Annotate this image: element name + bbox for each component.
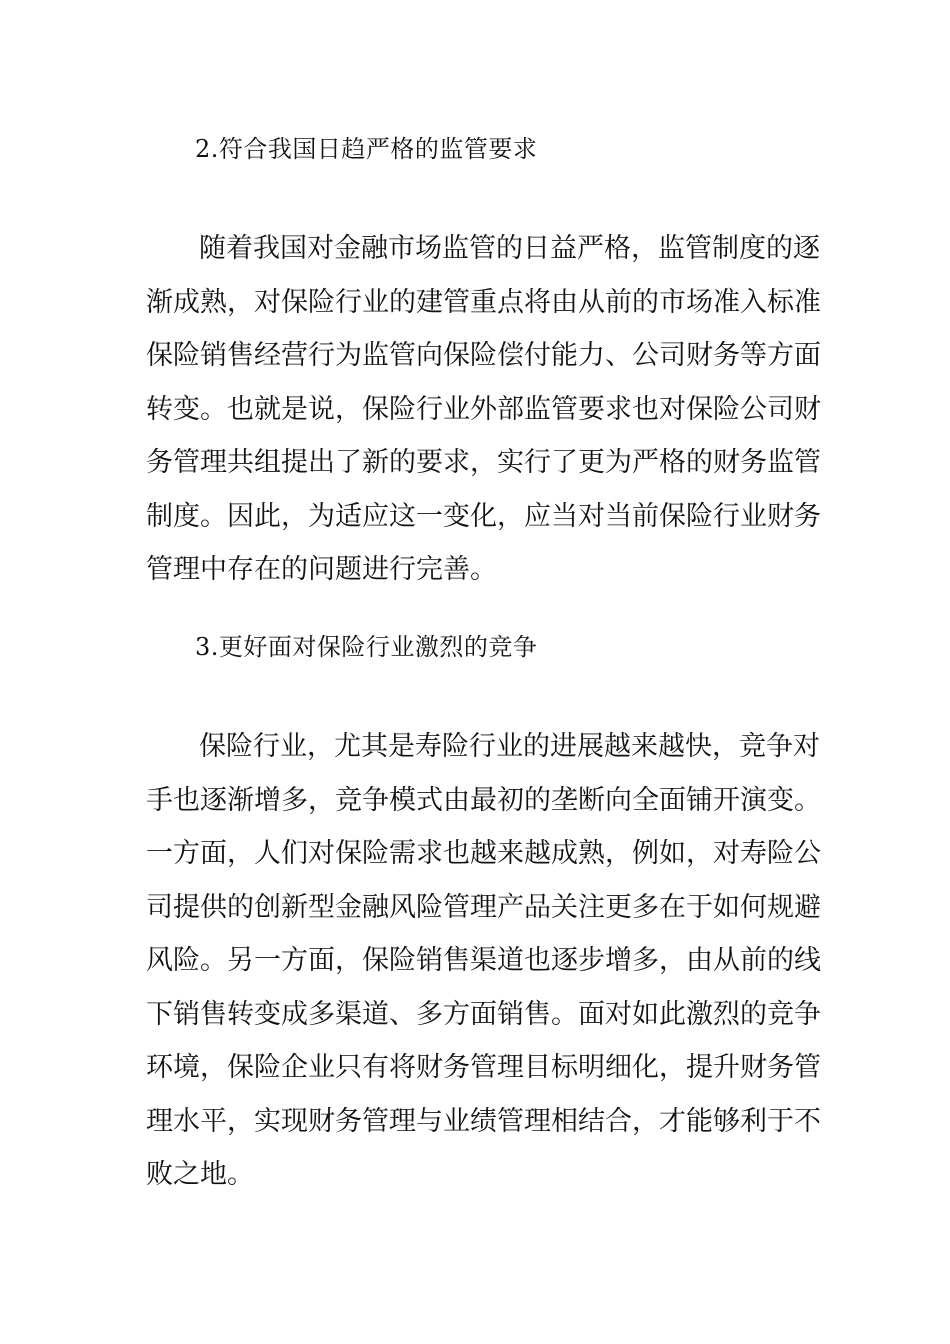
paragraph-line: 保险销售经营行为监管向保险偿付能力、公司财务等方面: [146, 340, 821, 371]
paragraph-line: 务管理共组提出了新的要求，实行了更为严格的财务监管: [146, 447, 821, 478]
section-paragraph: [146, 222, 821, 597]
paragraph-line: 转变。也就是说，保险行业外部监管要求也对保险公司财: [146, 393, 821, 425]
paragraph-line: 渐成熟，对保险行业的建管重点将由从前的市场准入标准: [146, 286, 821, 318]
section-heading: 2.符合我国日趋严格的监管要求: [195, 135, 538, 163]
paragraph-line: 环境，保险企业只有将财务管理目标明细化，提升财务管: [146, 1052, 821, 1083]
section-heading: 3.更好面对保险行业激烈的竞争: [195, 633, 538, 661]
paragraph-line: 理水平，实现财务管理与业绩管理相结合，才能够利于不: [146, 1105, 821, 1137]
paragraph-line: 一方面，人们对保险需求也越来越成熟，例如，对寿险公: [146, 838, 821, 869]
paragraph-line: 保险行业，尤其是寿险行业的进展越来越快，竞争对: [199, 731, 820, 762]
paragraph-line: 司提供的创新型金融风险管理产品关注更多在于如何规避: [146, 891, 821, 923]
paragraph-line: 管理中存在的问题进行完善。: [146, 554, 497, 585]
section-paragraph: [146, 720, 821, 1202]
paragraph-line: 手也逐渐增多，竞争模式由最初的垄断向全面铺开演变。: [146, 784, 821, 816]
paragraph-line: 随着我国对金融市场监管的日益严格，监管制度的逐: [199, 233, 820, 264]
paragraph-line: 制度。因此，为适应这一变化，应当对当前保险行业财务: [146, 500, 821, 532]
paragraph-line: 下销售转变成多渠道、多方面销售。面对如此激烈的竞争: [146, 998, 821, 1030]
paragraph-line: 败之地。: [146, 1159, 254, 1190]
paragraph-line: 风险。另一方面，保险销售渠道也逐步增多，由从前的线: [146, 945, 821, 976]
